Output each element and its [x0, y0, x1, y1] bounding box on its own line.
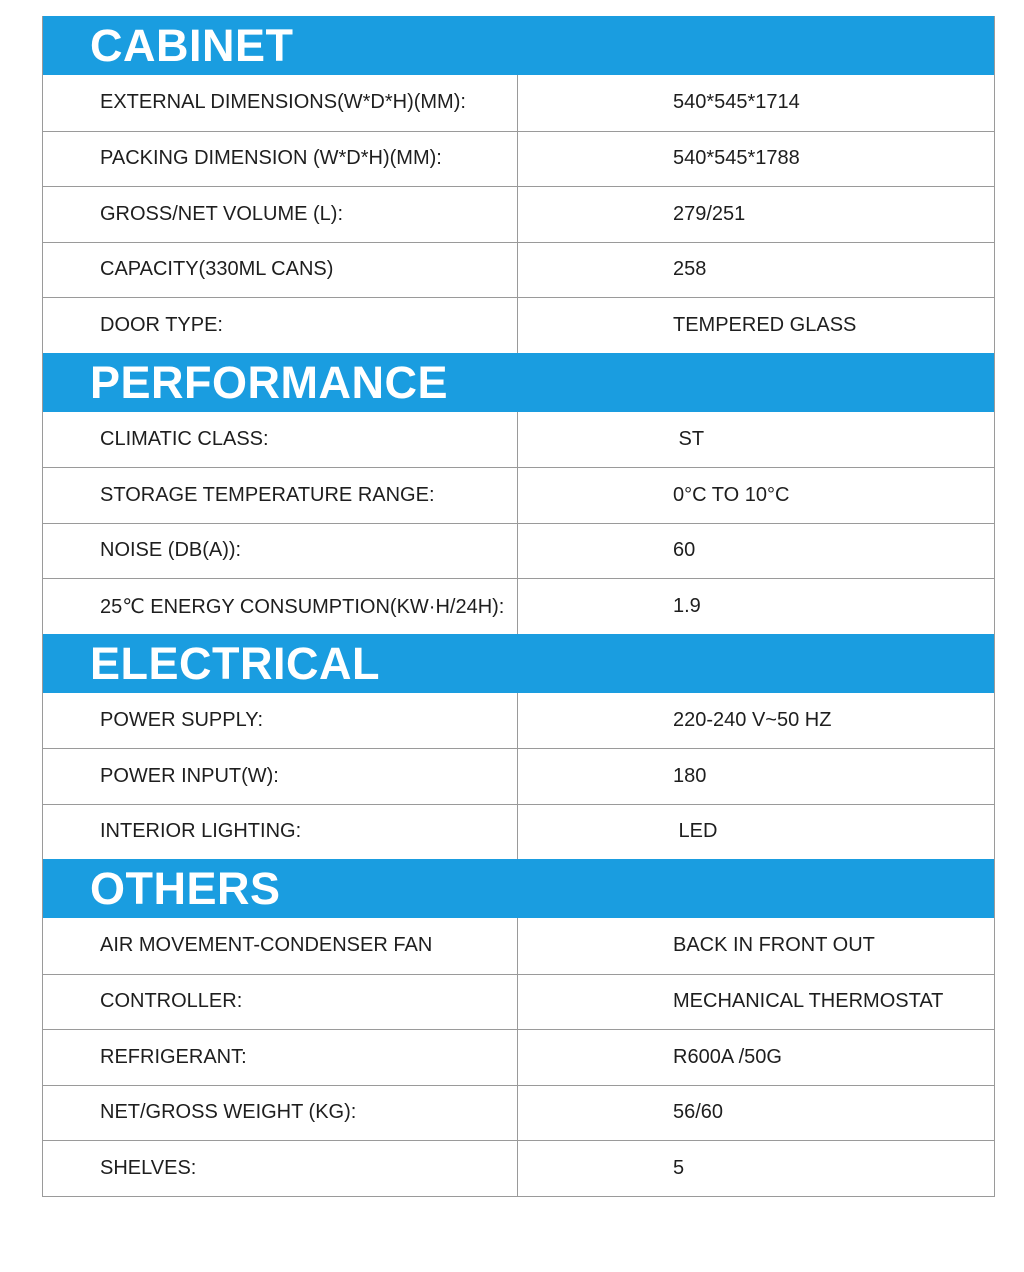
- spec-label: CONTROLLER:: [43, 975, 518, 1030]
- spec-value: 180: [673, 764, 707, 787]
- table-row: [43, 523, 994, 579]
- table-row: [43, 186, 994, 242]
- table-row: [43, 1140, 994, 1196]
- table-row: [43, 918, 994, 974]
- table-row: [43, 1085, 994, 1141]
- spec-value: ST: [673, 427, 705, 450]
- spec-value: MECHANICAL THERMOSTAT: [673, 990, 944, 1013]
- spec-label: INTERIOR LIGHTING:: [43, 805, 518, 860]
- table-row: [43, 578, 994, 634]
- spec-value: 279/251: [673, 202, 746, 225]
- table-row: [43, 693, 994, 749]
- spec-value: R600A /50G: [673, 1045, 782, 1068]
- spec-label: CLIMATIC CLASS:: [43, 412, 518, 468]
- table-row: [43, 75, 994, 131]
- spec-label: NET/GROSS WEIGHT (KG):: [43, 1086, 518, 1141]
- spec-label: AIR MOVEMENT-CONDENSER FAN: [43, 918, 518, 974]
- table-row: [43, 1029, 994, 1085]
- section-header-performance: PERFORMANCE: [43, 353, 994, 412]
- spec-label: 25℃ ENERGY CONSUMPTION(KW·H/24H):: [43, 579, 518, 634]
- spec-label: DOOR TYPE:: [43, 298, 518, 353]
- spec-label: CAPACITY(330ML CANS): [43, 243, 518, 298]
- spec-label: SHELVES:: [43, 1141, 518, 1196]
- spec-value: 220-240 V~50 HZ: [673, 708, 832, 731]
- spec-value: 60: [673, 539, 696, 562]
- spec-label: STORAGE TEMPERATURE RANGE:: [43, 468, 518, 523]
- table-row: [43, 804, 994, 860]
- section-header-cabinet: CABINET: [43, 16, 994, 75]
- spec-value: 540*545*1788: [673, 147, 800, 170]
- spec-value: 1.9: [673, 594, 701, 617]
- table-row: [43, 467, 994, 523]
- section-header-others: OTHERS: [43, 859, 994, 918]
- spec-value: 5: [673, 1156, 685, 1179]
- spec-value: 56/60: [673, 1101, 724, 1124]
- spec-label: GROSS/NET VOLUME (L):: [43, 187, 518, 242]
- table-row: [43, 131, 994, 187]
- spec-value: 258: [673, 258, 707, 281]
- spec-label: REFRIGERANT:: [43, 1030, 518, 1085]
- table-row: [43, 242, 994, 298]
- table-row: [43, 297, 994, 353]
- section-header-electrical: ELECTRICAL: [43, 634, 994, 693]
- spec-label: POWER SUPPLY:: [43, 693, 518, 749]
- spec-label: POWER INPUT(W):: [43, 749, 518, 804]
- table-row: [43, 974, 994, 1030]
- spec-label: NOISE (DB(A)):: [43, 524, 518, 579]
- spec-value: LED: [673, 820, 718, 843]
- spec-value: BACK IN FRONT OUT: [673, 934, 875, 957]
- spec-value: TEMPERED GLASS: [673, 313, 857, 336]
- spec-sheet: [42, 16, 995, 1197]
- spec-value: 0°C TO 10°C: [673, 483, 790, 506]
- spec-value: 540*545*1714: [673, 91, 800, 114]
- spec-label: PACKING DIMENSION (W*D*H)(MM):: [43, 132, 518, 187]
- table-row: [43, 412, 994, 468]
- spec-label: EXTERNAL DIMENSIONS(W*D*H)(MM):: [43, 75, 518, 131]
- table-row: [43, 748, 994, 804]
